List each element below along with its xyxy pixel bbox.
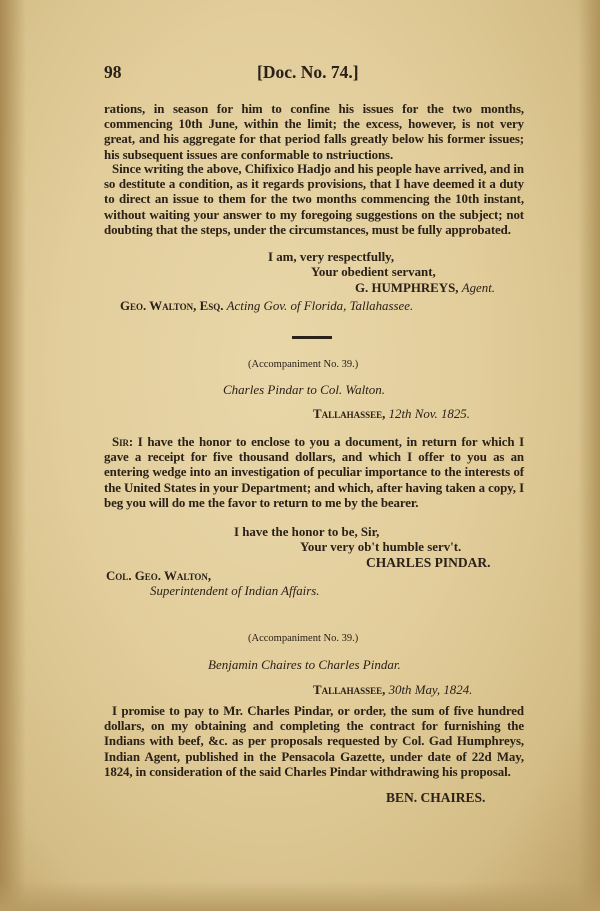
letter2-addressee-role: Superintendent of Indian Affairs.	[150, 584, 320, 598]
letter2-closing-line1: I have the honor to be, Sir,	[234, 525, 380, 539]
letter2-dateline	[313, 407, 470, 422]
letter1-closing-line2: Your obedient servant,	[311, 265, 436, 279]
letter2-title: Charles Pindar to Col. Walton.	[223, 382, 386, 397]
letter3-date: 30th May, 1824.	[388, 683, 473, 697]
letter1-addressee-name: Geo. Walton, Esq.	[120, 299, 224, 313]
letter1-para2: Since writing the above, Chifixico Hadjo and his people have arrived, and in so destitute a condition, as it regards provisions, that I have deemed it a duty to direct an issue to them for the two months commencing the 10th instant, without waiting your answer to my foregoing suggestions on the subject; not doubting that the steps, under the circumstances, must be fully approbated.	[104, 162, 524, 237]
letter1-signer: G. HUMPHREYS,	[355, 281, 459, 295]
letter1-signature	[355, 281, 495, 296]
letter3-caption: (Accompaniment No. 39.)	[248, 633, 359, 644]
letter1-addressee-role: Acting Gov. of Florida, Tallahassee.	[226, 299, 414, 313]
letter3-body: I promise to pay to Mr. Charles Pindar, or order, the sum of five hundred dollars, on my obtaining and completing the contract for furnishing the Indians with beef, &c. as per proposals requested by Col. Gad Humphreys, Indian Agent, published in the Pensacola Gazette, under date of 22d May, 1824, in consideration of the said Charles Pindar withdrawing his proposal.	[104, 704, 524, 779]
letter3-title: Benjamin Chaires to Charles Pindar.	[208, 657, 401, 672]
letter2-signer: CHARLES PINDAR.	[366, 555, 491, 570]
page-edge-shadow-left	[0, 0, 26, 911]
letter2-caption: (Accompaniment No. 39.)	[248, 359, 359, 370]
letter2-body-text: I have the honor to enclose to you a document, in return for which I gave a receipt for five thousand dollars, and which I offer to you as an entering wedge into an investigation of peculiar importance to the interests of the United States in your Department; and which, after having taken a copy, I beg you will do me the favor to return to me by the bearer.	[104, 435, 525, 510]
letter2-body	[104, 435, 524, 511]
page-edge-shadow-right	[578, 0, 600, 911]
letter2-addressee-name: Col. Geo. Walton,	[106, 569, 212, 583]
section-divider-rule	[292, 336, 332, 339]
letter2-salutation: Sir:	[112, 435, 134, 449]
page-edge-shadow-bottom	[0, 881, 600, 911]
letter1-closing-line1: I am, very respectfully,	[268, 250, 395, 264]
document-reference: [Doc. No. 74.]	[257, 62, 359, 82]
letter3-place: Tallahassee,	[313, 683, 386, 697]
letter1-signer-title: Agent.	[461, 281, 496, 295]
letter1-para1: rations, in season for him to confine his issues for the two months, commencing 10th June, within the limit; the excess, however, is not very great, and his aggregate for that period falls greatly below his former issues; his subsequent issues are conformable to nstriuctions.	[104, 102, 524, 162]
letter3-dateline	[313, 683, 472, 698]
letter2-closing-line2: Your very ob't humble serv't.	[300, 540, 462, 554]
page-number: 98	[104, 62, 122, 82]
letter2-place: Tallahassee,	[313, 407, 386, 421]
letter3-signer: BEN. CHAIRES.	[386, 790, 486, 805]
letter1-addressee	[120, 299, 413, 314]
letter2-date: 12th Nov. 1825.	[388, 407, 470, 421]
